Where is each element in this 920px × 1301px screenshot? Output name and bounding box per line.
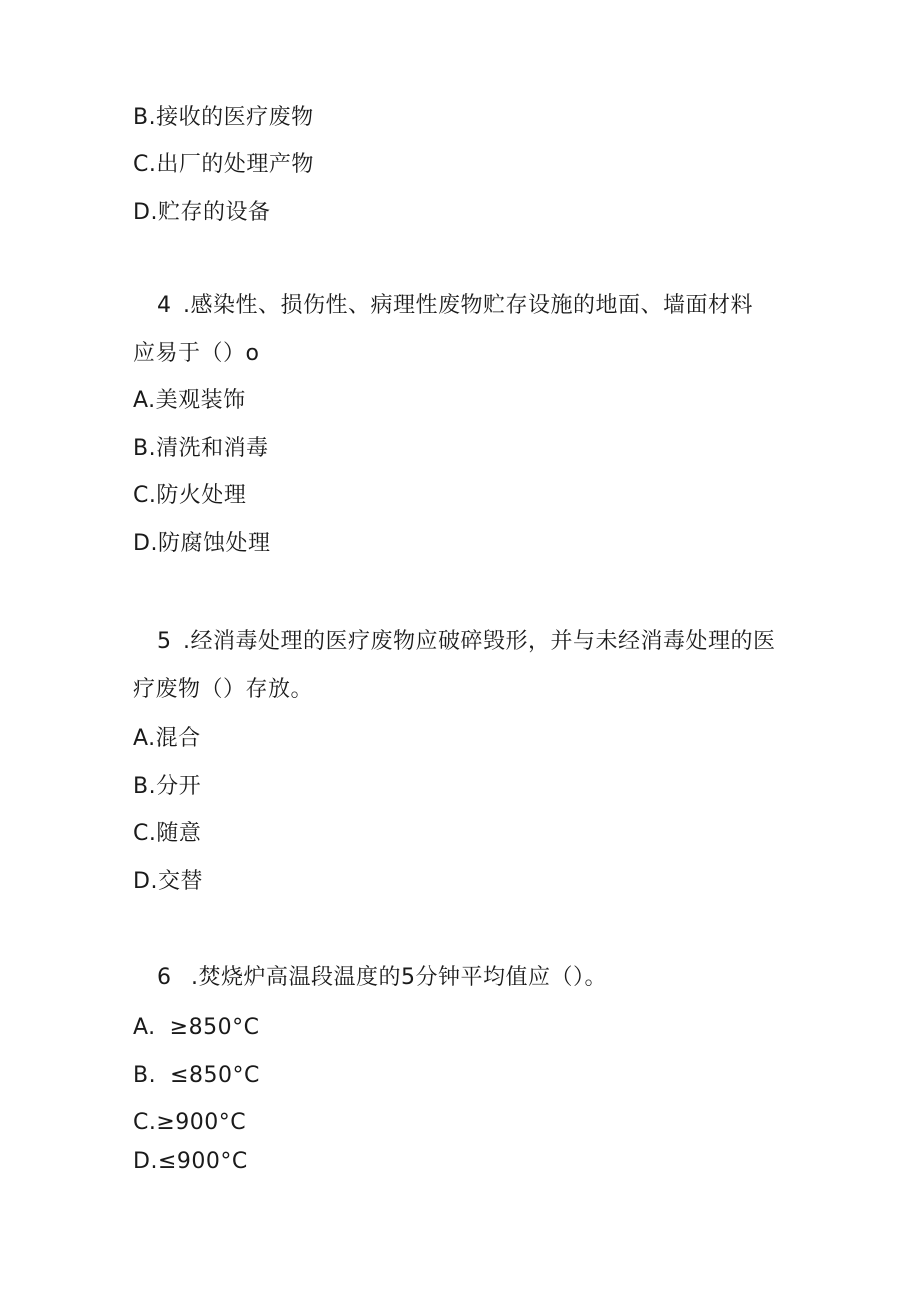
option-text: 防火处理 bbox=[156, 483, 247, 508]
q5-option-d bbox=[133, 867, 203, 897]
option-label: B. bbox=[133, 774, 157, 799]
q4-option-a bbox=[133, 386, 246, 416]
option-text: 接收的医疗废物 bbox=[156, 105, 314, 130]
option-label: C. bbox=[133, 821, 157, 846]
option-label: C. bbox=[133, 483, 157, 508]
option-label: A. bbox=[133, 388, 156, 413]
option-text: 贮存的设备 bbox=[157, 200, 271, 225]
q4-stem-line1 bbox=[133, 291, 753, 321]
option-text: 混合 bbox=[155, 726, 201, 751]
option-text: 美观装饰 bbox=[155, 388, 246, 413]
q3-option-b bbox=[133, 103, 314, 133]
option-text: ≤900°C bbox=[157, 1149, 248, 1174]
question-stem: .焚烧炉高温段温度的5分钟平均值应（）。 bbox=[191, 965, 607, 990]
option-text: 出厂的处理产物 bbox=[156, 152, 314, 177]
option-label: B. bbox=[133, 1063, 157, 1088]
question-number: 4 bbox=[157, 293, 172, 318]
option-label: A. bbox=[133, 1015, 156, 1040]
q4-option-d bbox=[133, 529, 270, 559]
option-label: C. bbox=[133, 152, 157, 177]
q6-option-b bbox=[133, 1061, 260, 1091]
option-label: A. bbox=[133, 726, 156, 751]
q5-stem-line1 bbox=[133, 627, 776, 657]
option-label: C. bbox=[133, 1110, 157, 1135]
question-stem: .经消毒处理的医疗废物应破碎毁形，并与未经消毒处理的医 bbox=[183, 629, 776, 654]
q4-option-c bbox=[133, 481, 246, 511]
q5-stem-line2 bbox=[133, 675, 313, 705]
q6-option-d bbox=[133, 1147, 248, 1177]
option-text: ≤850°C bbox=[170, 1063, 260, 1088]
q6-option-c bbox=[133, 1108, 246, 1138]
q4-option-b bbox=[133, 434, 269, 464]
question-stem-cont: 疗废物（）存放。 bbox=[133, 677, 314, 702]
q5-option-a bbox=[133, 724, 201, 754]
q5-option-c bbox=[133, 819, 201, 849]
option-label: B. bbox=[133, 436, 157, 461]
option-text: ≥850°C bbox=[169, 1015, 260, 1040]
option-text: 防腐蚀处理 bbox=[157, 531, 271, 556]
q5-option-b bbox=[133, 772, 201, 802]
option-label: B. bbox=[133, 105, 157, 130]
option-label: D. bbox=[133, 1149, 158, 1174]
q4-stem-line2 bbox=[133, 339, 259, 369]
option-text: 交替 bbox=[157, 869, 203, 894]
option-text: 随意 bbox=[156, 821, 202, 846]
question-number: 6 bbox=[157, 965, 172, 990]
option-text: ≥900°C bbox=[156, 1110, 247, 1135]
option-label: D. bbox=[133, 531, 158, 556]
question-stem: .感染性、损伤性、病理性废物贮存设施的地面、墙面材料 bbox=[183, 293, 753, 318]
q3-option-c bbox=[133, 150, 314, 180]
q6-option-a bbox=[133, 1013, 259, 1043]
q3-option-d bbox=[133, 198, 270, 228]
option-text: 清洗和消毒 bbox=[156, 436, 269, 461]
option-label: D. bbox=[133, 200, 158, 225]
option-text: 分开 bbox=[156, 774, 202, 799]
question-number: 5 bbox=[157, 629, 172, 654]
q6-stem-line1 bbox=[133, 963, 607, 993]
option-label: D. bbox=[133, 869, 158, 894]
question-stem-cont: 应易于（）o bbox=[133, 341, 260, 366]
